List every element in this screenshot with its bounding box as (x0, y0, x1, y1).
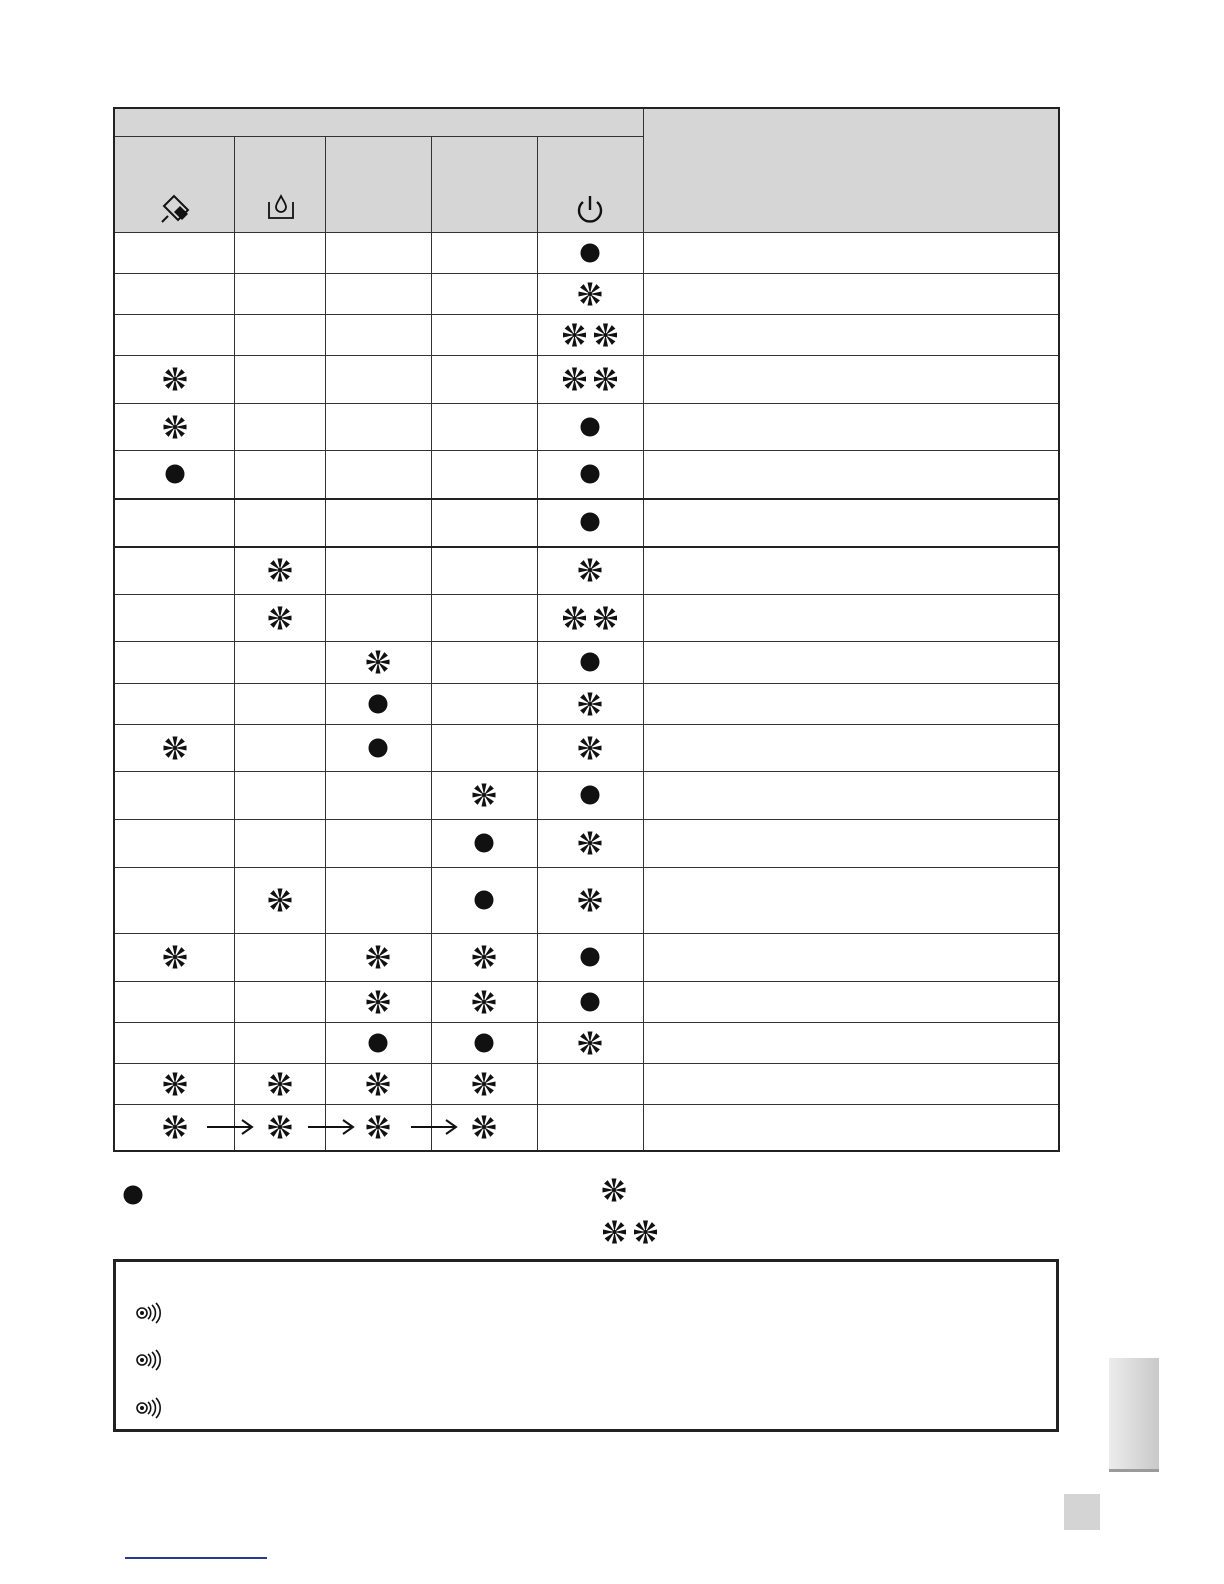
column-divider (234, 136, 235, 1150)
footer-rule (125, 1557, 267, 1559)
arrow-icon (410, 1118, 458, 1136)
asterisk-blink-icon (162, 1115, 187, 1140)
row-divider (115, 355, 1058, 356)
solid-dot-icon (475, 1033, 494, 1052)
asterisk-blink-icon (162, 1071, 187, 1096)
asterisk-blink-icon (578, 281, 603, 306)
asterisk-blink-icon (472, 783, 497, 808)
asterisk-blink-icon (472, 989, 497, 1014)
column-divider (643, 109, 644, 1150)
asterisk-blink-icon (366, 1115, 391, 1140)
asterisk-blink-icon (366, 650, 391, 675)
asterisk-blink-icon (578, 735, 603, 760)
solid-dot-icon (369, 1033, 388, 1052)
double-asterisk-icon (562, 322, 618, 347)
asterisk-blink-icon (366, 945, 391, 970)
asterisk-blink-icon (472, 1071, 497, 1096)
double-asterisk-icon (562, 605, 618, 630)
solid-dot-icon (581, 948, 600, 967)
row-divider (115, 273, 1058, 274)
asterisk-blink-icon (578, 691, 603, 716)
side-tab (1109, 1358, 1159, 1472)
row-divider (115, 403, 1058, 404)
header-band-description (644, 109, 1058, 232)
solid-dot-icon (581, 992, 600, 1011)
row-divider (115, 933, 1058, 934)
asterisk-blink-icon (162, 414, 187, 439)
header-band-columns (115, 137, 643, 232)
row-divider (115, 1104, 1058, 1105)
row-divider (115, 771, 1058, 772)
row-divider (115, 450, 1058, 451)
row-divider (115, 981, 1058, 982)
row-divider (115, 867, 1058, 868)
legend-double-asterisk-icon (602, 1220, 658, 1245)
column-divider (537, 136, 538, 1150)
water-drop-icon (266, 192, 296, 227)
asterisk-blink-icon (162, 735, 187, 760)
asterisk-blink-icon (162, 367, 187, 392)
asterisk-blink-icon (267, 558, 292, 583)
legend-solid-dot-icon (124, 1186, 143, 1205)
row-divider (115, 641, 1058, 642)
asterisk-blink-icon (267, 1071, 292, 1096)
solid-dot-icon (369, 694, 388, 713)
asterisk-blink-icon (162, 945, 187, 970)
row-divider (115, 724, 1058, 725)
row-divider (115, 232, 1058, 233)
arrow-icon (206, 1118, 254, 1136)
header-band-top (115, 109, 643, 136)
asterisk-blink-icon (267, 605, 292, 630)
column-divider (431, 136, 432, 1150)
sound-icon (135, 1348, 163, 1377)
solid-dot-icon (165, 465, 184, 484)
asterisk-blink-icon (366, 989, 391, 1014)
page-number-box (1064, 1494, 1100, 1530)
solid-dot-icon (581, 513, 600, 532)
asterisk-blink-icon (472, 945, 497, 970)
asterisk-blink-icon (578, 1030, 603, 1055)
asterisk-blink-icon (578, 831, 603, 856)
arrow-icon (307, 1118, 355, 1136)
asterisk-blink-icon (578, 888, 603, 913)
sound-icon (135, 1301, 163, 1330)
asterisk-blink-icon (578, 558, 603, 583)
row-divider (115, 594, 1058, 595)
column-divider (325, 136, 326, 1150)
solid-dot-icon (581, 417, 600, 436)
row-divider (115, 1063, 1058, 1064)
asterisk-blink-icon (472, 1115, 497, 1140)
row-divider (115, 683, 1058, 684)
notes-box (113, 1259, 1059, 1432)
solid-dot-icon (581, 243, 600, 262)
solid-dot-icon (369, 738, 388, 757)
solid-dot-icon (581, 653, 600, 672)
pen-icon (160, 192, 192, 229)
row-divider (115, 314, 1058, 315)
asterisk-blink-icon (366, 1071, 391, 1096)
sound-icon (135, 1396, 163, 1425)
legend-asterisk-blink-icon (602, 1178, 627, 1203)
solid-dot-icon (581, 465, 600, 484)
solid-dot-icon (581, 786, 600, 805)
double-asterisk-icon (562, 367, 618, 392)
header-divider (115, 136, 643, 137)
row-divider (115, 546, 1058, 548)
power-icon (574, 194, 606, 231)
solid-dot-icon (475, 891, 494, 910)
asterisk-blink-icon (267, 888, 292, 913)
row-divider (115, 498, 1058, 500)
asterisk-blink-icon (267, 1115, 292, 1140)
status-indicator-table (113, 107, 1060, 1152)
row-divider (115, 1022, 1058, 1023)
solid-dot-icon (475, 834, 494, 853)
row-divider (115, 819, 1058, 820)
